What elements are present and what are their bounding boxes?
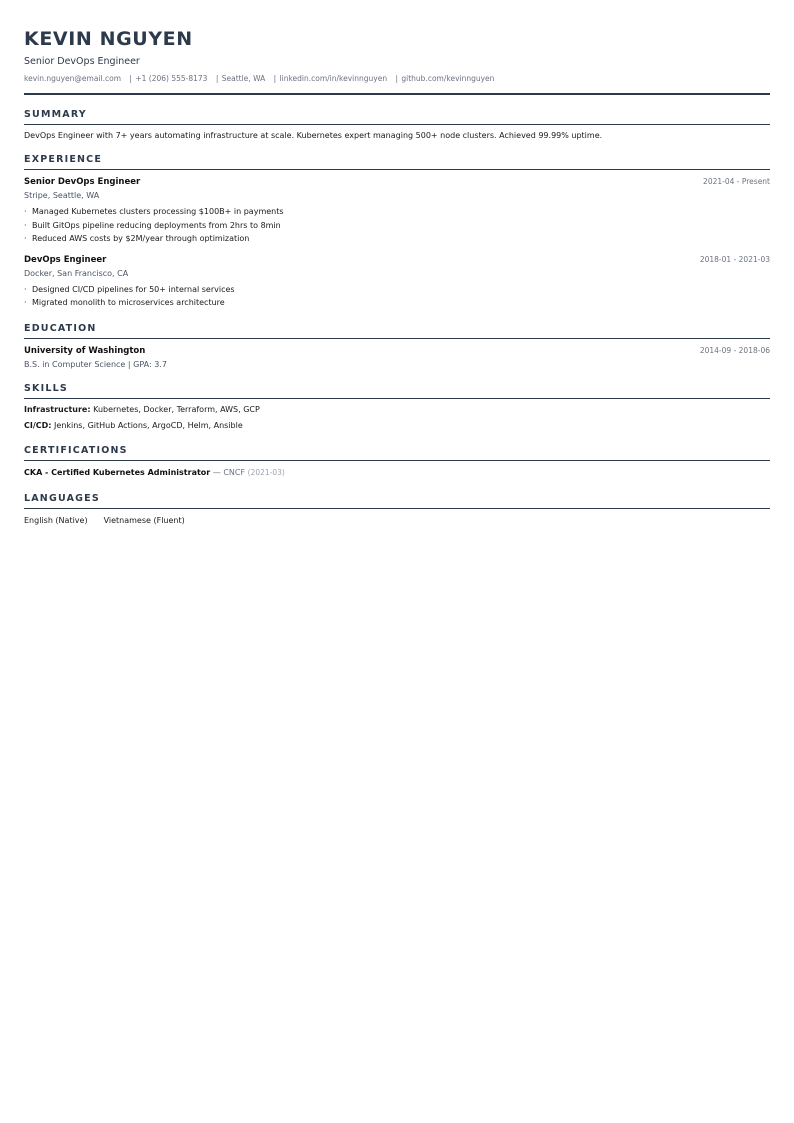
- list-item: [24, 296, 770, 310]
- bullet-glyph: ·: [24, 298, 27, 307]
- contact-email[interactable]: kevin.nguyen@email.com: [24, 74, 122, 83]
- degree-line: B.S. in Computer Science | GPA: 3.7: [24, 359, 167, 369]
- list-item: [24, 232, 770, 246]
- summary-text: DevOps Engineer with 7+ years automating infrastructure at scale. Kubernetes expert managing 500+ node clusters. Achieved 99.99% uptime.: [24, 131, 603, 140]
- section-heading-skills: SKILLS: [24, 383, 770, 399]
- certification-date: (2021-03): [247, 467, 285, 477]
- bullet-text: Migrated monolith to microservices architecture: [32, 298, 225, 307]
- bullet-glyph: ·: [24, 234, 27, 243]
- job-bullets: [24, 283, 770, 310]
- skill-category: CI/CD:: [24, 420, 52, 430]
- contact-line: [24, 74, 770, 84]
- language-item: Vietnamese (Fluent): [103, 515, 185, 525]
- contact-phone[interactable]: +1 (206) 555-8173: [135, 74, 208, 83]
- header-divider: [24, 93, 770, 95]
- skill-category: Infrastructure:: [24, 404, 91, 414]
- skill-items: Jenkins, GitHub Actions, ArgoCD, Helm, Ansible: [54, 420, 243, 430]
- list-item: [24, 205, 770, 219]
- bullet-text: Reduced AWS costs by $2M/year through optimization: [32, 234, 250, 243]
- job-title: Senior DevOps Engineer: [24, 177, 141, 187]
- list-item: [24, 283, 770, 297]
- candidate-name: KEVIN NGUYEN: [24, 28, 193, 50]
- contact-separator: |: [129, 74, 132, 83]
- contact-location: Seattle, WA: [221, 74, 266, 83]
- education-section: [24, 323, 770, 370]
- skills-section: [24, 383, 770, 431]
- resume-header: [24, 28, 770, 95]
- bullet-glyph: ·: [24, 220, 27, 230]
- contact-separator: |: [215, 74, 219, 83]
- education-dates: 2014-09 - 2018-06: [699, 345, 770, 355]
- list-item: [24, 219, 770, 233]
- section-heading-languages: LANGUAGES: [24, 493, 770, 509]
- bullet-text: Built GitOps pipeline reducing deployments from 2hrs to 8min: [32, 220, 281, 230]
- job-company: Stripe, Seattle, WA: [24, 191, 100, 200]
- bullet-glyph: ·: [24, 284, 27, 294]
- experience-entry: [24, 254, 770, 310]
- language-item: English (Native): [24, 515, 88, 525]
- languages-list: [24, 515, 770, 526]
- job-company: Docker, San Francisco, CA: [24, 268, 129, 278]
- section-heading-summary: SUMMARY: [24, 109, 770, 125]
- languages-section: [24, 493, 770, 526]
- education-entry: [24, 345, 770, 370]
- skill-row: [24, 420, 770, 431]
- section-heading-experience: EXPERIENCE: [24, 154, 770, 170]
- contact-separator: |: [395, 74, 398, 83]
- contact-separator: |: [273, 74, 277, 83]
- job-dates: 2018-01 - 2021-03: [699, 254, 770, 264]
- certification-issuer: — CNCF: [212, 467, 246, 477]
- bullet-text: Designed CI/CD pipelines for 50+ internal services: [32, 284, 235, 294]
- contact-linkedin[interactable]: linkedin.com/in/kevinnguyen: [279, 74, 388, 83]
- job-dates: 2021-04 - Present: [703, 177, 770, 186]
- experience-entry: [24, 176, 770, 246]
- skill-items: Kubernetes, Docker, Terraform, AWS, GCP: [93, 404, 260, 414]
- experience-section: [24, 154, 770, 310]
- section-heading-certifications: CERTIFICATIONS: [24, 445, 770, 461]
- bullet-text: Managed Kubernetes clusters processing $100B+ in payments: [32, 207, 284, 216]
- bullet-glyph: ·: [24, 207, 27, 216]
- certification-name: CKA - Certified Kubernetes Administrator: [24, 467, 211, 477]
- section-heading-education: EDUCATION: [24, 323, 770, 339]
- summary-section: [24, 109, 770, 141]
- school-name: University of Washington: [24, 345, 146, 356]
- certifications-section: [24, 445, 770, 478]
- candidate-title: Senior DevOps Engineer: [24, 56, 140, 67]
- job-bullets: [24, 205, 770, 246]
- contact-github[interactable]: github.com/kevinnguyen: [401, 74, 495, 83]
- certification-entry: [24, 467, 770, 478]
- skill-row: [24, 404, 770, 415]
- job-title: DevOps Engineer: [24, 254, 107, 265]
